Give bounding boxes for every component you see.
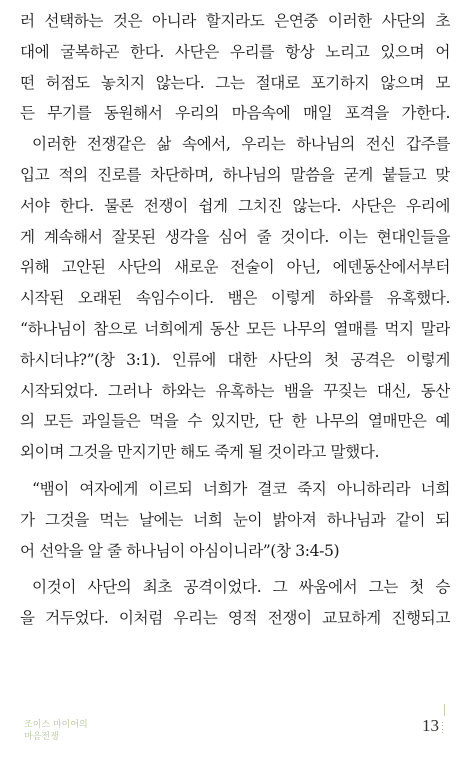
text-line: 을 거두었다. 이처럼 우리는 영적 전쟁이 교묘하게 진행되고 bbox=[20, 609, 450, 628]
text-line: 의 모든 과일들은 먹을 수 있지만, 단 한 나무의 열매만은 예 bbox=[20, 412, 450, 431]
text-line: 이러한 전쟁같은 삶 속에서, 우리는 하나님의 전신 갑주를 bbox=[32, 135, 450, 154]
series-title-line: 마음전쟁 bbox=[24, 732, 59, 742]
page-number: 13 bbox=[422, 716, 439, 735]
text-line: 러 선택하는 것은 아니라 할지라도 은연중 이러한 사단의 초 bbox=[20, 12, 450, 30]
text-line: 서야 한다. 물론 전쟁이 쉽게 그치진 않는다. 사단은 우리에 bbox=[20, 196, 450, 215]
page-number-rule bbox=[444, 704, 445, 716]
text-line: 시작된 오래된 속임수이다. 뱀은 이렇게 하와를 유혹했다. bbox=[20, 289, 450, 308]
body-text bbox=[20, 6, 450, 634]
dot-ornament: : bbox=[441, 726, 444, 735]
series-title-line: 조이스 마이어의 bbox=[24, 720, 88, 730]
text-line: “하나님이 참으로 너희에게 동산 모든 나무의 열매를 먹지 말라 bbox=[20, 319, 450, 338]
text-line: 위해 고안된 사단의 새로운 전술이 아닌, 에덴동산에서부터 bbox=[20, 258, 450, 277]
quote-line: 어 선악을 알 줄 하나님이 아심이니라”(창 3:4-5) bbox=[20, 541, 340, 560]
dot-ornament: : bbox=[441, 719, 444, 728]
text-line: 떤 허점도 놓치지 않는다. 그는 절대로 포기하지 않으며 모 bbox=[20, 73, 450, 92]
text-line: 외이며 그것을 만지기만 해도 죽게 될 것이라고 말했다. bbox=[20, 443, 380, 462]
text-line: 입고 적의 진로를 차단하며, 하나님의 말씀을 굳게 붙들고 맞 bbox=[20, 165, 450, 184]
text-line: 든 무기를 동원해서 우리의 마음속에 매일 포격을 가한다. bbox=[20, 104, 450, 123]
text-line: 게 계속해서 잘못된 생각을 심어 줄 것이다. 이는 현대인들을 bbox=[20, 227, 450, 246]
text-line: 대에 굴복하곤 한다. 사단은 우리를 항상 노리고 있으며 어 bbox=[20, 42, 450, 61]
quote-line: 가 그것을 먹는 날에는 너희 눈이 밝아져 하나님과 같이 되 bbox=[20, 510, 450, 529]
text-line: 하시더냐?”(창 3:1). 인류에 대한 사단의 첫 공격은 이렇게 bbox=[20, 350, 450, 369]
book-series-title bbox=[24, 719, 88, 743]
page-dots-ornament bbox=[441, 720, 444, 734]
text-line: 시작되었다. 그러나 하와는 유혹하는 뱀을 꾸짖는 대신, 동산 bbox=[20, 381, 450, 400]
quote-line: “뱀이 여자에게 이르되 너희가 결코 죽지 아니하리라 너희 bbox=[32, 479, 450, 498]
text-line: 이것이 사단의 최초 공격이었다. 그 싸움에서 그는 첫 승 bbox=[32, 578, 450, 597]
